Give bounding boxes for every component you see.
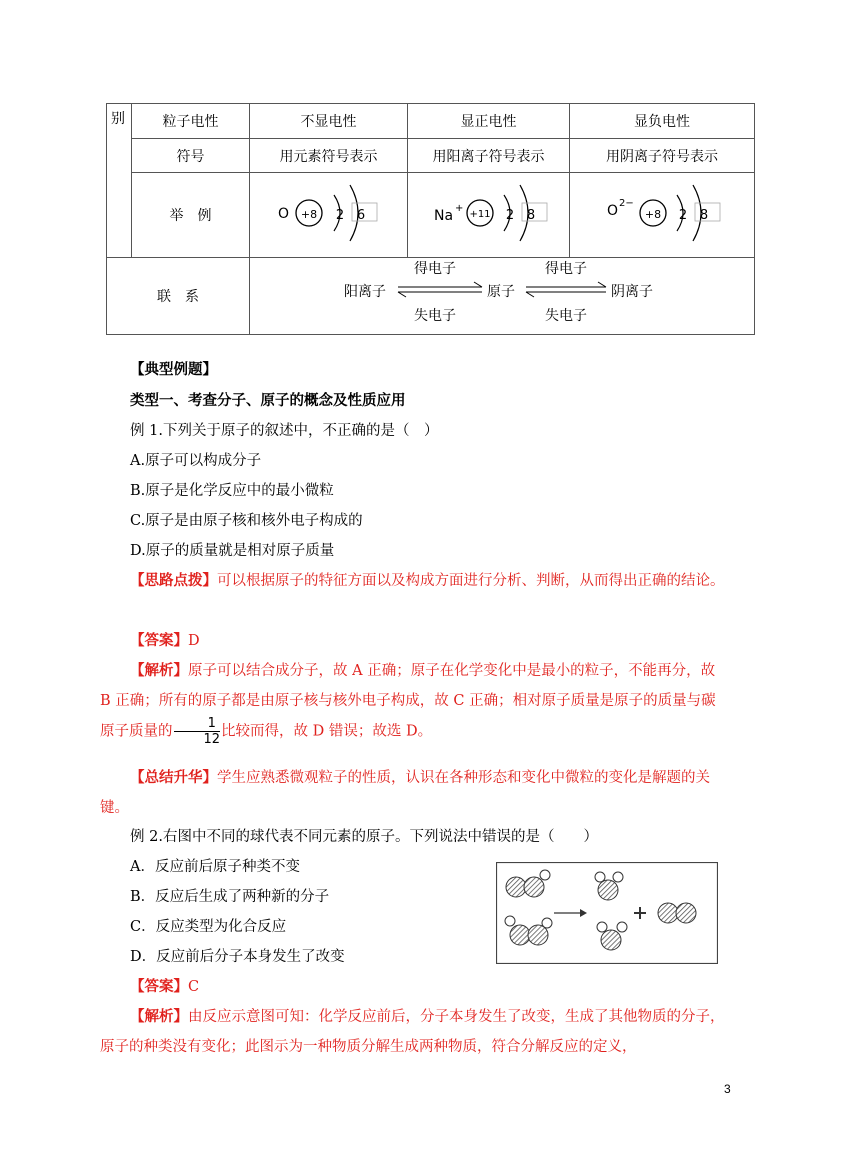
ex1-hint <box>100 566 730 596</box>
ex2-analysis <box>100 1002 730 1062</box>
ex1-answer-tag: 【答案】 <box>130 632 188 649</box>
anion-charge: 显负电性 <box>570 104 755 139</box>
o-ion-nucleus-charge: +8 <box>644 208 662 221</box>
ex1-option-d: D.原子的质量就是相对原子质量 <box>130 543 335 559</box>
ex1-answer <box>130 631 200 651</box>
ex1-option-a: A.原子可以构成分子 <box>130 453 262 469</box>
ex2-option-d: D．反应前后分子本身发生了改变 <box>130 949 345 965</box>
oxide-ion-diagram-cell <box>570 173 755 258</box>
ex1-summary-tag: 【总结升华】 <box>130 769 217 786</box>
one-twelfth-fraction <box>174 716 221 747</box>
oxygen-atom-diagram-cell <box>250 173 408 258</box>
relation-label: 联 系 <box>107 258 250 335</box>
ex2-option-a: A．反应前后原子种类不变 <box>130 859 300 875</box>
sodium-ion-diagram-cell <box>408 173 570 258</box>
fraction-denominator: 12 <box>203 732 221 747</box>
ex1-answer-value: D <box>188 633 200 649</box>
cation-symbol-rule: 用阳离子符号表示 <box>408 139 570 173</box>
ex1-summary-text: 学生应熟悉微观粒子的性质，认识在各种形态和变化中微粒的变化是解题的关键。 <box>100 770 710 816</box>
o-atom-nucleus-charge: +8 <box>300 208 317 221</box>
ex1-analysis-part1: 原子可以结合成分子，故 A 正确；原子在化学变化中是最小的粒子，不能再分，故 B 正确；所有的原子都是由原子核与核外电子构成，故 C 正确；相对原子质量是原子的质量与碳原子质量的 <box>100 663 716 740</box>
relation-atom: 原子 <box>487 284 515 300</box>
equilibrium-arrows-2 <box>526 282 606 297</box>
na-ion-nucleus-charge: +11 <box>468 209 491 220</box>
ex1-option-b: B.原子是化学反应中的最小微粒 <box>130 483 334 499</box>
example-label: 举 例 <box>132 173 250 258</box>
ex2-answer-tag: 【答案】 <box>130 978 188 995</box>
o-atom-shell1-count: 2 <box>335 208 344 223</box>
fraction-numerator: 1 <box>174 716 221 732</box>
type-title: 类型一、考查分子、原子的概念及性质应用 <box>130 392 406 409</box>
relation-gain-electron-1: 得电子 <box>414 261 456 277</box>
atom-symbol-rule: 用元素符号表示 <box>250 139 408 173</box>
relation-gain-electron-2: 得电子 <box>545 261 587 277</box>
ex2-answer <box>130 977 199 997</box>
ex1-hint-text: 可以根据原子的特征方面以及构成方面进行分析、判断，从而得出正确的结论。 <box>217 573 725 589</box>
ex1-hint-tag: 【思路点拨】 <box>130 572 217 589</box>
relation-lose-electron-2: 失电子 <box>545 308 587 324</box>
section-title: 【典型例题】 <box>130 361 217 378</box>
anion-symbol-rule: 用阴离子符号表示 <box>570 139 755 173</box>
oxide-ion-structure-diagram <box>577 173 747 253</box>
ex1-question: 例 1.下列关于原子的叙述中，不正确的是（ ） <box>130 423 439 439</box>
ex2-answer-value: C <box>188 979 200 995</box>
page-number: 3 <box>724 1082 731 1096</box>
o-atom-shell2-count: 6 <box>356 208 365 223</box>
equilibrium-arrows-1 <box>398 282 482 297</box>
ex1-analysis-part2: 比较而得，故 D 错误；故选 D。 <box>221 723 433 740</box>
ex1-analysis-tag: 【解析】 <box>130 662 188 679</box>
category-cell: 别 <box>107 104 132 258</box>
o-ion-shell2-count: 8 <box>699 208 709 223</box>
relation-anion: 阴离子 <box>611 284 653 300</box>
o-atom-symbol: O <box>277 206 289 222</box>
symbol-label: 符号 <box>132 139 250 173</box>
ex2-option-b: B．反应后生成了两种新的分子 <box>130 889 330 905</box>
relation-diagram-cell <box>250 258 755 335</box>
ex2-option-c: C．反应类型为化合反应 <box>130 919 287 935</box>
particle-comparison-table <box>106 103 755 335</box>
oxygen-atom-structure-diagram <box>254 173 404 253</box>
reaction-diagram <box>496 862 718 964</box>
na-ion-shell1-count: 2 <box>505 208 514 223</box>
sodium-ion-structure-diagram <box>414 173 564 253</box>
relation-cation: 阳离子 <box>344 284 386 300</box>
relation-lose-electron-1: 失电子 <box>414 308 456 324</box>
atom-charge: 不显电性 <box>250 104 408 139</box>
o-ion-shell1-count: 2 <box>678 208 688 223</box>
ex1-summary <box>100 763 730 823</box>
ex1-option-c: C.原子是由原子核和核外电子构成的 <box>130 513 363 529</box>
ex2-question: 例 2.右图中不同的球代表不同元素的原子。下列说法中错误的是（ ） <box>130 829 598 845</box>
ion-atom-relation-diagram <box>250 258 755 334</box>
ex2-analysis-text: 由反应示意图可知：化学反应前后，分子本身发生了改变，生成了其他物质的分子，原子的种类没有变化；此图示为一种物质分解生成两种物质，符合分解反应的定义， <box>100 1009 725 1055</box>
cation-charge: 显正电性 <box>408 104 570 139</box>
ex2-analysis-tag: 【解析】 <box>130 1008 188 1025</box>
o-ion-symbol: O <box>607 203 619 219</box>
na-ion-symbol: Na <box>433 208 453 224</box>
na-ion-charge: + <box>454 203 463 214</box>
na-ion-shell2-count: 8 <box>526 208 535 223</box>
particle-charge-label: 粒子电性 <box>132 104 250 139</box>
ex1-analysis <box>100 656 730 747</box>
o-ion-charge: 2− <box>619 198 634 209</box>
